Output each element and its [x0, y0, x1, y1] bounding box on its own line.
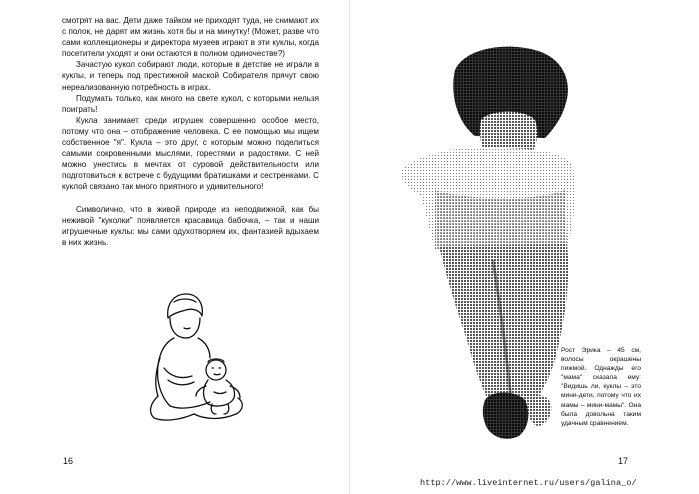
- paragraph-think: Подумать только, как много на свете кукол, с которыми нельзя поиграть!: [62, 93, 319, 114]
- left-page: [0, 0, 349, 494]
- photo-caption: Рост Эрика – 45 см, волосы окрашены пижмой. Однажды его "мама" сказала ему: "Видишь ли, куклы – это мини-дети, потому что их мамы – мини-мамы". Она была довольна таким удачным сравнением.: [561, 347, 641, 427]
- page-number-right: 17: [618, 456, 629, 466]
- paragraph-continued: смотрят на вас. Дети даже тайком не приходят туда, не снимают их с полок, не дарят им жизнь хотя бы и на минутку! (Может, разве что сами коллекционеры и директора музеев играют в эти куклы, когда посетители уходят и они остаются в полном одиночестве?): [62, 16, 319, 59]
- paragraph-doll-place: Кукла занимает среди игрушек совершенно особое место, потому что она – отображение человека. С ее помощью мы ищем собственное "я". Кукла – это друг, с которым можно поделиться самыми сокровенными мыслями, горестями и радостями. С ней можно унестись в мечтах от суровой действительности или подготовиться к встрече с будущими братишками и сестренками. С куклой связано так много приятного и удивительного!: [62, 115, 319, 192]
- left-page-text: [62, 15, 319, 248]
- source-watermark: http://www.liveinternet.ru/users/galina_o/: [420, 478, 637, 488]
- paragraph-collectors: Зачастую кукол собирают люди, которые в детстве не играли в куклы, и теперь под престижной маской Собирателя прячут свою нереализованную потребность в играх.: [62, 60, 319, 92]
- page-number-left: 16: [63, 456, 74, 466]
- paragraph-butterfly: Символично, что в живой природе из неподвижной, как бы неживой "куколки" появляется красавица бабочка, – так и наши игрушечные куклы: мы сами одухотворяем их, фантазией вдыхаем в них жизнь.: [62, 204, 319, 247]
- child-with-doll-illustration: [140, 288, 250, 428]
- right-page: [350, 0, 699, 494]
